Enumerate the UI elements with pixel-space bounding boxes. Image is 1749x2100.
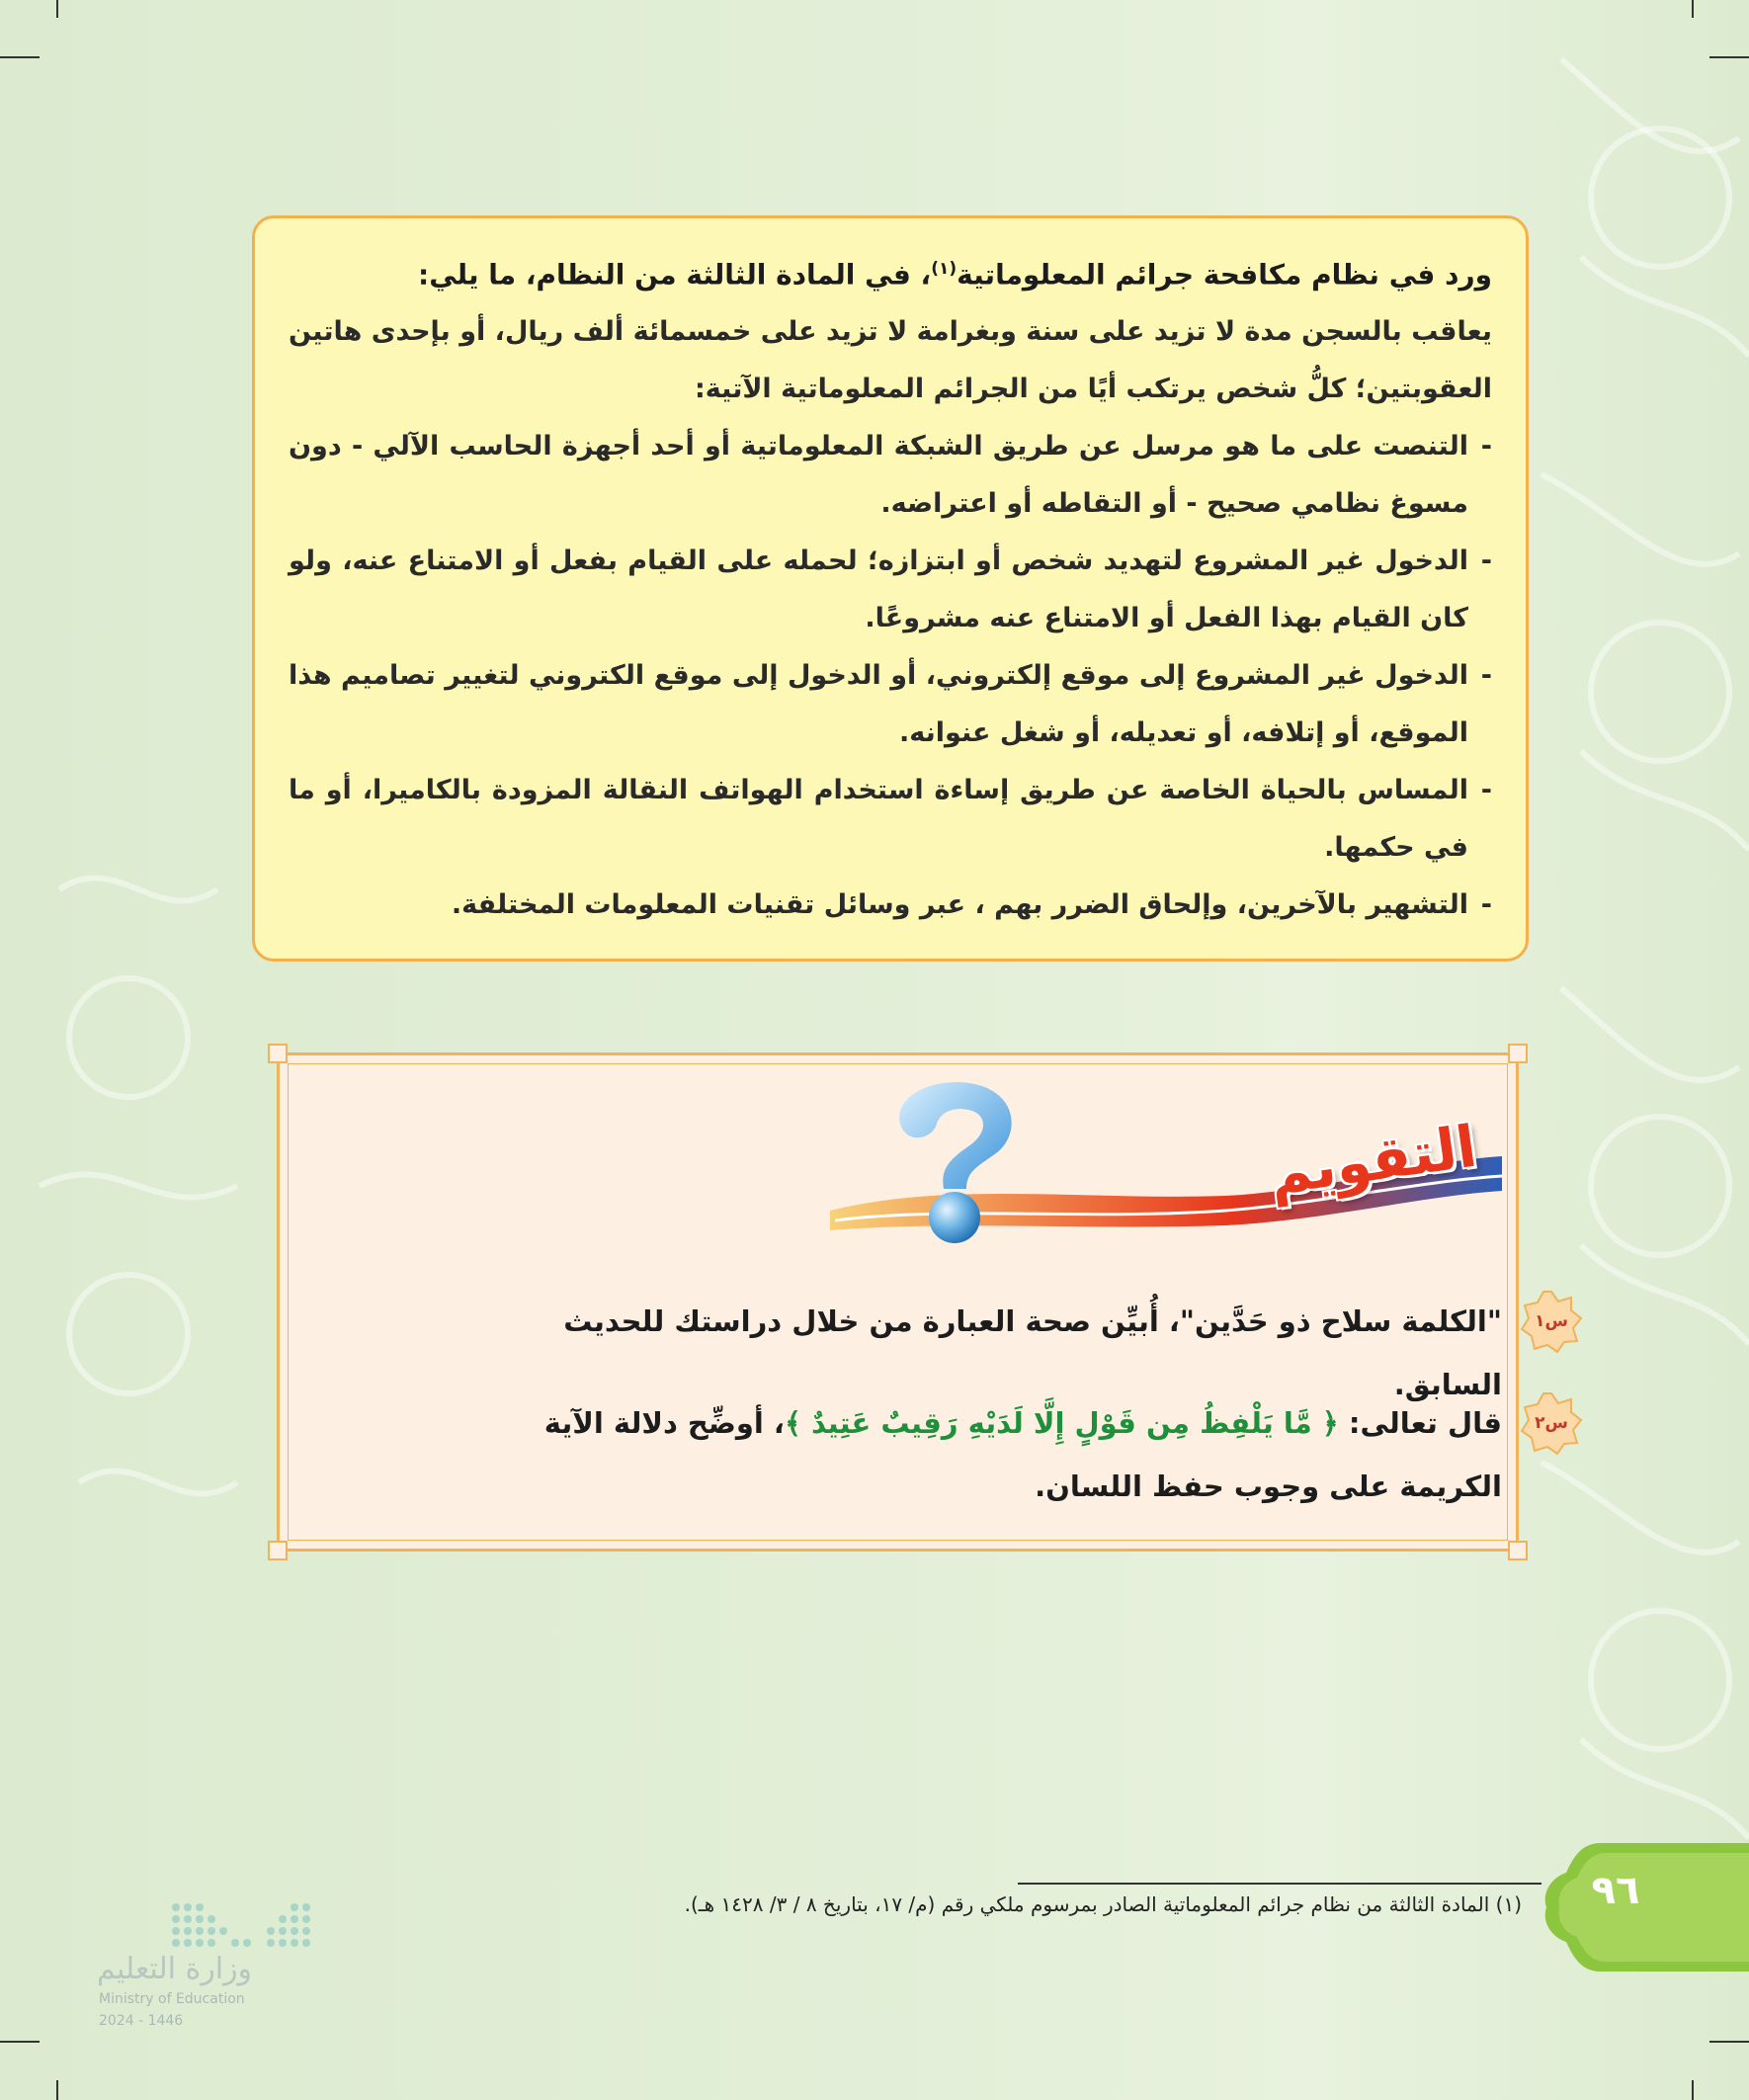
bullet-dash: - [1480,546,1492,577]
legal-text-box [252,215,1529,962]
box-heading [289,240,1492,303]
corner-ornament [1508,1541,1528,1560]
question-number: س٢ [1535,1413,1568,1433]
question-text: ، أوضِّح دلالة الآية الكريمة على وجوب حفظ اللسان. [543,1406,1502,1503]
footnote: (١) المادة الثالثة من نظام جرائم المعلوماتية الصادر بمرسوم ملكي رقم (م/ ١٧، بتاريخ ٨ / ٣/ ١٤٢٨ هـ). [684,1892,1522,1916]
question-badge [1520,1391,1583,1455]
footnote-separator [1018,1883,1541,1885]
crop-mark [1692,2080,1694,2100]
crop-mark [56,2080,58,2100]
page-number: ٩٦ [1591,1868,1640,1913]
crop-mark [0,2041,40,2043]
list-item-text: الدخول غير المشروع إلى موقع إلكتروني، أو الدخول إلى موقع الكتروني لتغيير تصاميم هذا الموقع، أو إتلافه، أو تعديله، أو شغل عنوانه. [289,660,1468,749]
list-item [289,418,1492,533]
corner-ornament [268,1044,288,1063]
ministry-name-en: Ministry of Education [99,1991,245,2007]
crop-mark [1692,0,1694,18]
list-item [289,762,1492,877]
question-number: س١ [1535,1311,1568,1331]
evaluation-header [830,1072,1502,1250]
question-text: "الكلمة سلاح ذو حَدَّين"، أُبيِّن صحة العبارة من خلال دراستك للحديث السابق. [563,1304,1502,1401]
evaluation-title: التقويم [1265,1112,1481,1209]
question-2 [464,1391,1568,1518]
heading-tail: ، في المادة الثالثة من النظام، ما يلي: [418,258,932,292]
crop-mark [1709,2041,1749,2043]
list-item-text: التنصت على ما هو مرسل عن طريق الشبكة المعلوماتية أو أحد أجهزة الحاسب الآلي - دون مسوغ نظامي صحيح - أو التقاطه أو اعتراضه. [289,431,1468,520]
list-item-text: التشهير بالآخرين، وإلحاق الضرر بهم ، عبر وسائل تقنيات المعلومات المختلفة. [451,889,1468,921]
question-prefix: قال تعالى: [1338,1406,1502,1440]
list-item [289,877,1492,934]
footnote-ref[interactable]: (١) [931,259,958,279]
list-item-text: الدخول غير المشروع لتهديد شخص أو ابتزازه؛ لحمله على القيام بفعل أو الامتناع عنه، ولو كان القيام بهذا الفعل أو الامتناع عنه مشروعًا. [289,546,1468,634]
corner-ornament [1508,1044,1528,1063]
intro-paragraph: يعاقب بالسجن مدة لا تزيد على سنة وبغرامة لا تزيد على خمسمائة ألف ريال، أو بإحدى هاتين العقوبتين؛ كلُّ شخص يرتكب أيًا من الجرائم المعلوماتية الآتية: [289,316,1492,405]
heading-text: ورد في نظام مكافحة جرائم المعلوماتية [957,258,1492,292]
list-item [289,647,1492,762]
ministry-name-ar: وزارة التعليم [97,1952,253,1986]
crimes-list [289,418,1492,934]
bullet-dash: - [1480,889,1492,921]
ministry-year: 2024 - 1446 [99,2013,184,2029]
list-item-text: المساس بالحياة الخاصة عن طريق إساءة استخدام الهواتف النقالة المزودة بالكاميرا، أو ما في حكمها. [289,775,1468,864]
list-item [289,533,1492,647]
corner-ornament [268,1541,288,1560]
quran-verse: ﴿ مَّا يَلْفِظُ مِن قَوْلٍ إِلَّا لَدَيْهِ رَقِيبٌ عَتِيدٌ ﴾ [784,1406,1339,1440]
crop-mark [56,0,58,18]
bullet-dash: - [1480,660,1492,692]
bullet-dash: - [1480,431,1492,462]
question-badge [1520,1290,1583,1353]
bullet-dash: - [1480,775,1492,806]
crop-mark [1709,56,1749,58]
crop-mark [0,56,40,58]
